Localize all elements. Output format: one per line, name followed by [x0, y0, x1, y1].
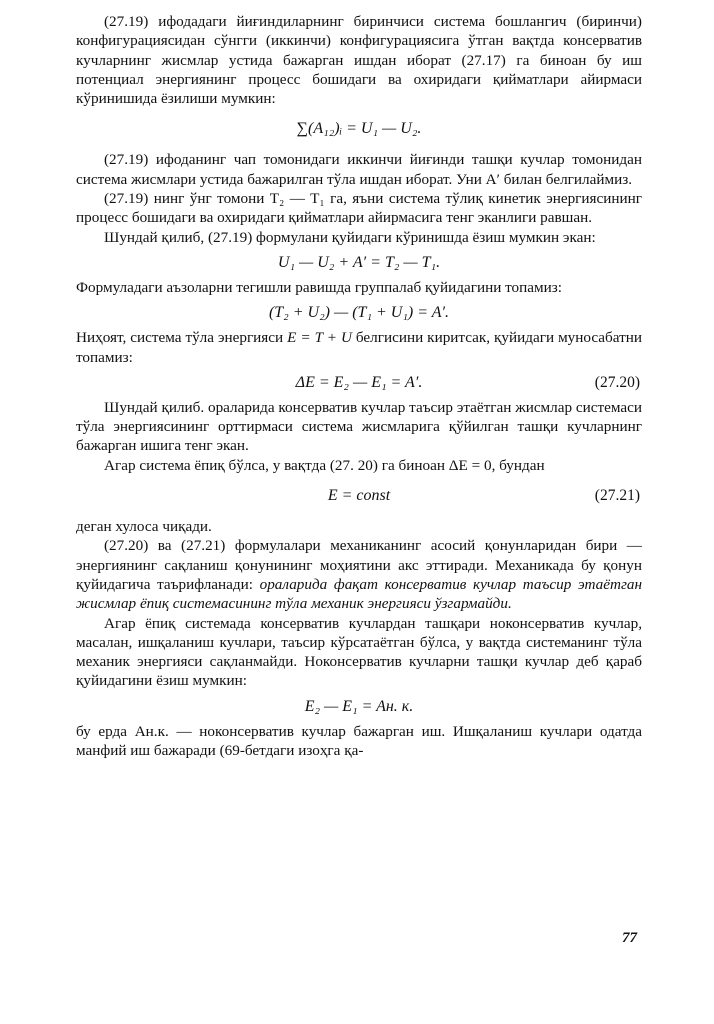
- paragraph-2: (27.19) ифоданинг чап томонидаги иккинчи йиғинди ташқи кучлар томонидан система жисмлари устида бажарилган тўла ишдан иборат. Уни A′ билан белгилаймиз.: [76, 151, 642, 188]
- equation-grouped: [76, 297, 642, 328]
- page-number: 77: [622, 930, 637, 946]
- equation-27-21: [76, 475, 642, 517]
- paragraph-9: деган хулоса чиқади.: [76, 518, 212, 536]
- paragraph-6: [76, 328, 642, 367]
- paragraph-1: (27.19) ифодадаги йиғиндиларнинг биринчиси система бошлангич (биринчи) конфигурациясидан сўнгги (иккинчи) конфигурациясига ўтган вақтда консерватив кучларнинг жисмлар устида бажарган ишдан иборат (27.17) га биноан бу иш потенциал энергиянинг процесс бошидаги ва охиридаги қийматлари айирмаси кўринишида ёзилиши мумкин:: [76, 13, 642, 108]
- equation-27-21-text: E = const: [327, 487, 391, 505]
- equation-27-20-text: ΔE = E₂ — E₁ = A′.: [295, 373, 423, 391]
- paragraph-6-formula: E = T + U: [287, 329, 352, 347]
- paragraph-10: [76, 536, 642, 613]
- paragraph-4: Шундай қилиб, (27.19) формулани қуйидаги кўринишда ёзиш мумкин экан:: [104, 228, 596, 246]
- paragraph-5: Формуладаги аъзоларни тегишли равишда группалаб қуйидагини топамиз:: [76, 278, 562, 296]
- paragraph-6-part-b: белгисини киритсак, қуйидаги муносабатни топамиз:: [76, 329, 643, 366]
- paragraph-7: Шундай қилиб. ораларида консерватив кучлар таъсир этаётган жисмлар системаси тўла энергиясининг орттирмаси система жисмларига қўйилган ташқи кучларнинг бажарган ишига тенг экан.: [76, 398, 642, 455]
- equation-sum: [76, 108, 642, 150]
- paragraph-12: бу ерда Aн.к. — ноконсерватив кучлар бажарган иш. Ишқаланиш кучлари одатда манфий иш бажаради (69-бетдаги изоҳга қа-: [76, 722, 642, 760]
- equation-sum-text: ∑(A₁₂)ᵢ = U₁ — U₂.: [296, 120, 422, 138]
- equation-energy-balance-text: U₁ — U₂ + A′ = T₂ — T₁.: [277, 253, 441, 271]
- equation-energy-balance: [76, 247, 642, 278]
- equation-27-21-number: (27.21): [594, 487, 640, 505]
- equation-27-20: [76, 367, 642, 398]
- equation-grouped-text: (T₂ + U₂) — (T₁ + U₁) = A′.: [268, 304, 450, 322]
- paragraph-8: Агар система ёпиқ бўлса, у вақтда (27. 20) га биноан ΔE = 0, бундан: [104, 456, 545, 474]
- paragraph-10-definition: ораларида фақат консерватив кучлар таъсир этаётган жисмлар ёпиқ системасининг тўла механик энергияси ўзгармайди.: [76, 575, 642, 613]
- equation-nonconservative-text: E₂ — E₁ = Aн. к.: [304, 697, 414, 715]
- page-body: [76, 12, 642, 760]
- paragraph-6-part-a: Ниҳоят, система тўла энергияси: [76, 329, 284, 347]
- paragraph-11: Агар ёпиқ системада консерватив кучлардан ташқари ноконсерватив кучлар, масалан, ишқаланиш кучлари, таъсир кўрсатаётган бўлса, у вақтда системанинг тўла механик энергияси сақланмайди. Ноконсерватив кучларни ташқи кучлар деб қараб қуйидагини ёзиш мумкин:: [76, 614, 642, 690]
- equation-nonconservative: [76, 691, 642, 722]
- equation-27-20-number: (27.20): [594, 373, 640, 391]
- paragraph-10-text: (27.20) ва (27.21) формулалари механиканинг асосий қонунларидан бири — энергиянинг сақланиш қонунининг моҳиятини акс эттиради. Механикада бу қонун қуйидагича таърифланади:: [76, 537, 642, 593]
- paragraph-3: (27.19) нинг ўнг томони T₂ — T₁ га, яъни система тўлиқ кинетик энергиясининг процесс бошидаги ва охиридаги қийматлари айирмасига тенг эканлиги равшан.: [76, 190, 642, 227]
